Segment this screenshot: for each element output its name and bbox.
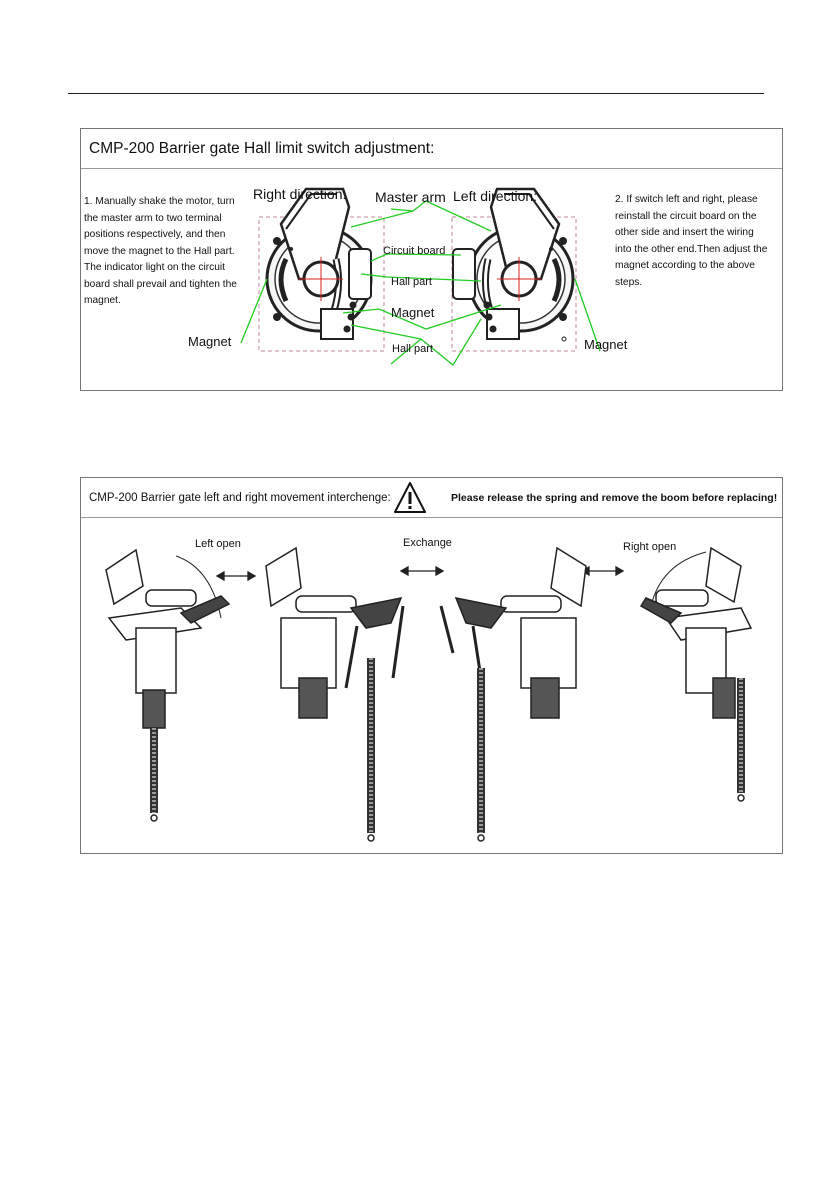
left-open-label: Left open xyxy=(195,538,241,550)
magnet-left-label: Magnet xyxy=(188,334,232,349)
left-unit-disassembled xyxy=(266,548,403,841)
right-direction-label: Right direction: xyxy=(253,186,347,202)
hall-switch-adjustment-panel xyxy=(80,128,783,391)
warning-text: Please release the spring and remove the boom before replacing! xyxy=(451,492,778,504)
step2-instructions: 2. If switch left and right, please reinstall the circuit board on the other side and insert the wiring into the other end.Then adjust the magnet according to the above steps. xyxy=(615,194,768,288)
interchange-diagram xyxy=(81,478,782,853)
header-rule xyxy=(68,93,764,94)
magnet-right-label: Magnet xyxy=(584,337,628,352)
left-direction-label: Left direction: xyxy=(453,188,538,204)
panel1-title: CMP-200 Barrier gate Hall limit switch adjustment: xyxy=(81,129,782,169)
right-open-unit xyxy=(641,548,751,801)
right-open-label: Right open xyxy=(623,541,677,553)
step1-instructions: 1. Manually shake the motor, turn the master arm to two terminal positions respectively, and then move the magnet to the Hall part. The indicator light on the circuit board shall prevail and tighten the magnet. xyxy=(84,196,237,306)
master-arm-label: Master arm xyxy=(375,189,446,205)
magnet-center-label: Magnet xyxy=(391,305,435,320)
left-open-unit xyxy=(106,550,229,821)
circuit-board-label: Circuit board xyxy=(383,245,446,257)
panel2-title-text: CMP-200 Barrier gate left and right movement interchenge: xyxy=(89,492,391,504)
right-unit-disassembled xyxy=(441,548,586,841)
left-right-interchange-panel xyxy=(80,477,783,854)
left-direction-mechanism xyxy=(453,189,573,341)
hall-part-bottom-label: Hall part xyxy=(392,343,433,355)
exchange-label: Exchange xyxy=(403,537,452,549)
hall-part-top-label: Hall part xyxy=(391,276,432,288)
right-direction-mechanism xyxy=(267,189,371,339)
